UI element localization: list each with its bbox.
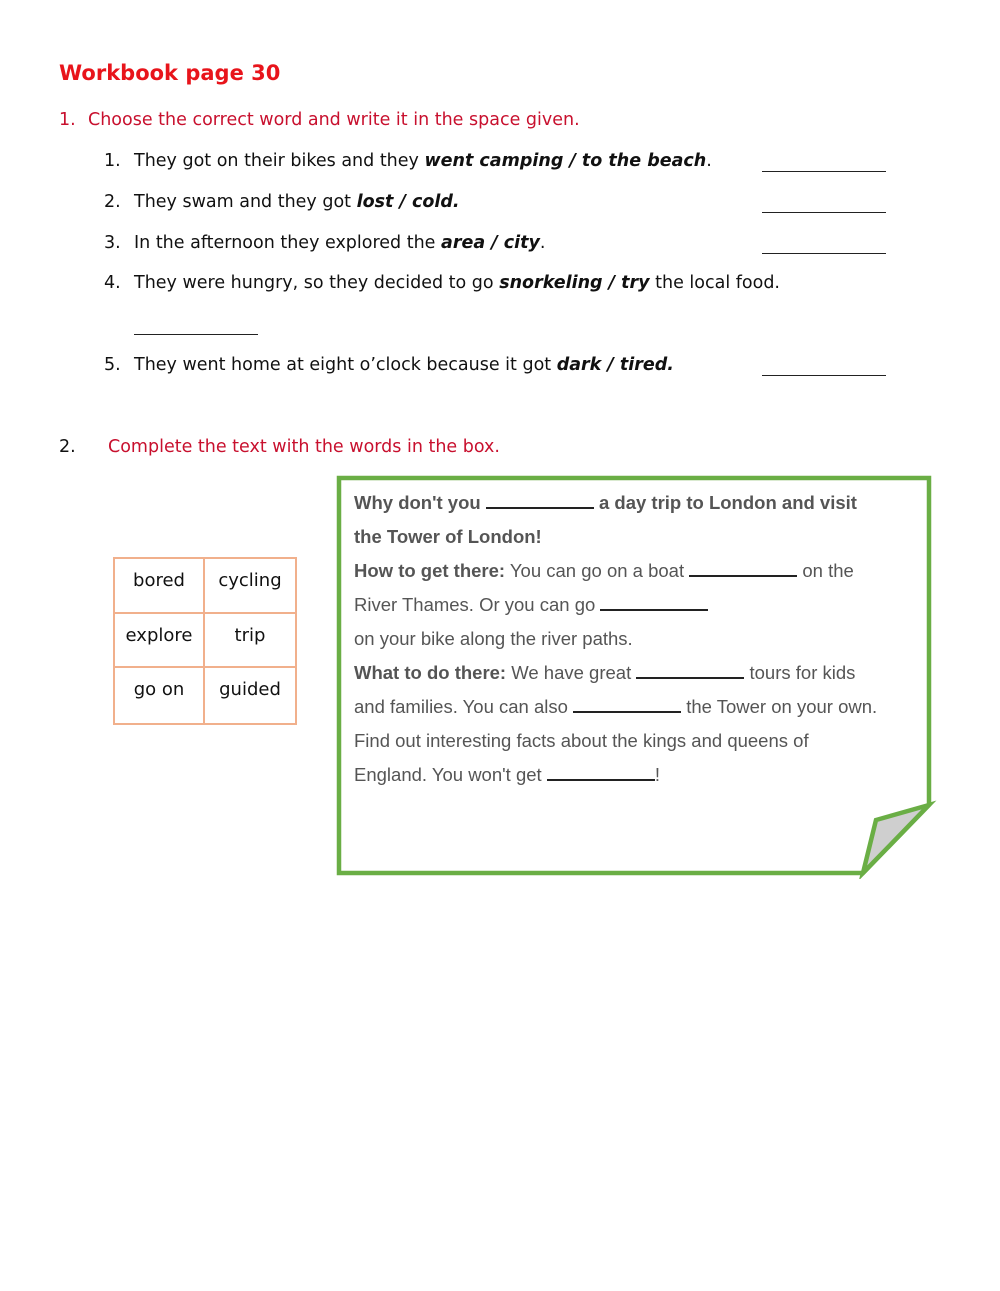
question-2 — [104, 192, 460, 212]
note-bold-text: the Tower of London! — [354, 526, 542, 547]
answer-options: lost / cold. — [356, 192, 460, 212]
question-text-end: . — [706, 151, 712, 171]
word-box-item: cycling — [205, 559, 295, 614]
note-text-span: You can go on a boat — [505, 560, 690, 581]
exercise2-instruction — [59, 437, 500, 457]
word-box-item: bored — [115, 559, 205, 614]
exercise2-number: 2. — [59, 437, 76, 457]
exercise2-instruction-text: Complete the text with the words in the box. — [108, 437, 500, 457]
note-line — [354, 554, 920, 588]
exercise1-instruction — [59, 110, 580, 130]
question-3 — [104, 233, 545, 253]
answer-blank-4[interactable] — [134, 334, 258, 335]
note-text-span: the Tower on your own. — [681, 696, 878, 717]
note-text — [354, 486, 920, 792]
note-line — [354, 758, 920, 792]
gap-blank[interactable] — [689, 559, 797, 577]
note-line — [354, 486, 920, 520]
note-text-span: Find out interesting facts about the kings and queens of — [354, 730, 809, 751]
exercise1-number: 1. — [59, 110, 76, 130]
answer-options: dark / tired. — [556, 355, 674, 375]
question-number: 4. — [104, 273, 121, 293]
note-text-span: ! — [654, 764, 660, 785]
note-line — [354, 724, 920, 758]
question-text: They went home at eight o’clock because it got — [134, 355, 557, 375]
question-number: 2. — [104, 192, 121, 212]
note-text-span: England. You won't get — [354, 764, 547, 785]
note-text-span: We have great — [506, 662, 637, 683]
question-text: They got on their bikes and they — [134, 151, 425, 171]
note-line — [354, 690, 920, 724]
question-text-end: the local food. — [649, 273, 780, 293]
note-text-span: tours for kids — [744, 662, 856, 683]
question-text: They swam and they got — [134, 192, 357, 212]
note-text-span: and families. You can also — [354, 696, 574, 717]
word-box — [113, 557, 297, 725]
gap-blank[interactable] — [547, 763, 655, 781]
answer-blank-2[interactable] — [762, 212, 886, 213]
question-4 — [104, 273, 780, 293]
note-bold-text: What to do there: — [354, 662, 507, 683]
gap-blank[interactable] — [600, 593, 708, 611]
answer-blank-1[interactable] — [762, 171, 886, 172]
answer-options: area / city — [441, 233, 540, 253]
question-number: 3. — [104, 233, 121, 253]
note-line — [354, 520, 920, 554]
answer-options: went camping / to the beach — [424, 151, 707, 171]
note-bold-text: a day trip to London and visit — [598, 492, 857, 513]
answer-blank-3[interactable] — [762, 253, 886, 254]
question-number: 1. — [104, 151, 121, 171]
answer-options: snorkeling / try — [499, 273, 650, 293]
word-box-item: trip — [205, 614, 295, 669]
question-1 — [104, 151, 712, 171]
note-line — [354, 622, 920, 656]
gap-blank[interactable] — [636, 661, 744, 679]
note-line — [354, 588, 920, 622]
question-text: They were hungry, so they decided to go — [134, 273, 500, 293]
note-text-span: on your bike along the river paths. — [354, 628, 633, 649]
question-number: 5. — [104, 355, 121, 375]
word-box-item: explore — [115, 614, 205, 669]
page-title: Workbook page 30 — [59, 61, 281, 85]
question-5 — [104, 355, 674, 375]
gap-blank[interactable] — [573, 695, 681, 713]
note-line — [354, 656, 920, 690]
word-box-item: go on — [115, 668, 205, 723]
question-text: In the afternoon they explored the — [134, 233, 442, 253]
note-bold-text: How to get there: — [354, 560, 506, 581]
word-box-item: guided — [219, 679, 281, 701]
note-bold-text: Why don't you — [354, 492, 481, 513]
question-text-end: . — [539, 233, 546, 253]
gap-blank[interactable] — [486, 491, 594, 509]
answer-blank-5[interactable] — [762, 375, 886, 376]
note-text-span: River Thames. Or you can go — [354, 594, 601, 615]
exercise1-instruction-text: Choose the correct word and write it in the space given. — [88, 110, 580, 130]
note-text-span: on the — [797, 560, 854, 581]
